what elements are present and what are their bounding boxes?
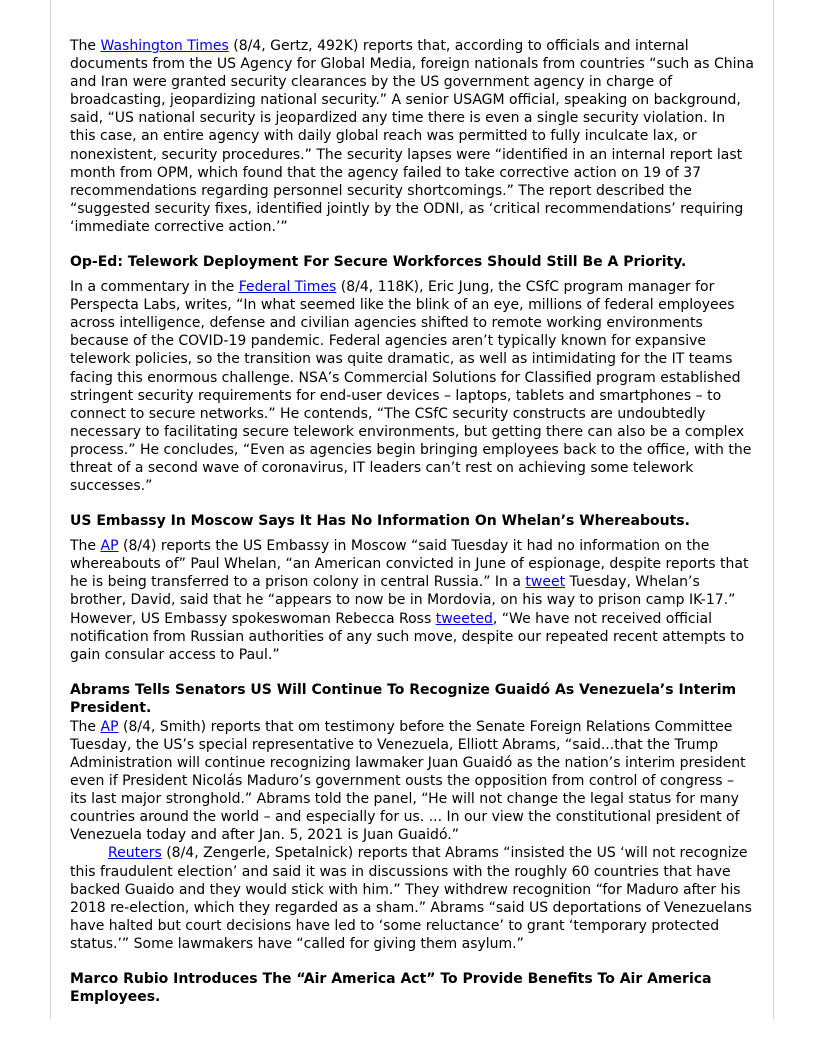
source-link-washington-times[interactable]: Washington Times [100,38,229,54]
article-paragraph [70,718,754,845]
article-headline: Abrams Tells Senators US Will Continue To Recognize Guaidó As Venezuela’s Interim President. [70,681,737,716]
article-abrams-guaido [70,681,754,953]
page-right-rule [773,0,774,1019]
source-link-tweeted[interactable]: tweeted [435,610,493,627]
article-whelan-whereabouts [70,512,754,664]
article-telework-op-ed [70,253,754,495]
paragraph-text: (8/4, Gertz, 492K) reports that, according to officials and internal documents from the US Agency for Global Media, foreign nationals from countries “such as China and Iran were granted security clearances by the US government agency in charge of broadcasting, jeopardizing national security.” A senior USAGM official, speaking on background, said, “US national security is jeopardized any time there is even a single security violation. In this case, an entire agency with daily global reach was permitted to fully inculcate lax, or nonexistent, security procedures.” The security lapses were “identified in an internal report last month from OPM, which found that the agency failed to take corrective action on 19 of 37 recommendations regarding personnel security shortcomings.” The report described the “suggested security fixes, identified jointly by the ODNI, as ‘critical recommendations’ requiring ‘immediate corrective action.’” [70,38,754,235]
article-air-america-act [70,970,754,1006]
article-headline: Op-Ed: Telework Deployment For Secure Workforces Should Still Be A Priority. [70,254,687,271]
article-paragraph [70,278,754,495]
paragraph-text: Tuesday, Whelan’s brother, David, said that he “appears to now be in Mordovia, on his way to prison camp IK-17.” However, US Embassy spokeswoman Rebecca Ross [70,574,736,627]
paragraph-text: (8/4, 118K), Eric Jung, the CSfC program manager for Perspecta Labs, writes, “In what seemed like the blink of an eye, millions of federal employees across intelligence, defense and civilian agencies shifted to remote working environments because of the COVID-19 pandemic. Federal agencies aren’t typically known for expansive telework policies, so the transition was quite dramatic, as well as intimidating for the IT teams facing this enormous challenge. NSA’s Commercial Solutions for Classified program established stringent security requirements for end-user devices – laptops, tablets and smartphones – to connect to secure networks.” He contends, “The CSfC security constructs are undoubtedly necessary to facilitating secure telework environments, but getting there can also be a complex process.” He concludes, “Even as agencies begin bringing employees back to the office, with the threat of a second wave of coronavirus, IT leaders can’t rest on achieving some telework successes.” [70,279,752,495]
source-link-tweet[interactable]: tweet [525,574,566,591]
source-link-ap[interactable]: AP [100,718,119,735]
source-link-ap[interactable]: AP [100,538,119,555]
source-link-reuters[interactable]: Reuters [108,845,162,862]
paragraph-text: The [70,38,101,54]
article-paragraph [70,844,754,953]
paragraph-text: (8/4) reports the US Embassy in Moscow “said Tuesday it had no information on the whereabouts of” Paul Whelan, “an American convicted in June of espionage, despite reports that he is being transferred to a prison colony in central Russia.” In a [70,538,749,591]
paragraph-text: The [70,538,101,555]
document-body [70,37,754,1023]
paragraph-text: The [70,718,101,735]
page-left-rule [50,0,51,1019]
paragraph-text: In a commentary in the [70,279,239,296]
article-headline: Marco Rubio Introduces The “Air America Act” To Provide Benefits To Air America Employees. [70,971,712,1006]
paragraph-text: (8/4, Zengerle, Spetalnick) reports that Abrams “insisted the US ‘will not recognize this fraudulent election’ and said it was in discussions with the roughly 60 countries that have backed Guaido and they would stick with him.” They withdrew recognition “for Maduro after his 2018 re-election, which they regarded as a sham.” Abrams “said US deportations of Venezuelans have halted but court decisions have led to ‘some reluctance’ to grant ‘temporary protected status.’” Some lawmakers have “called for giving them asylum.” [70,845,752,952]
article-headline: US Embassy In Moscow Says It Has No Information On Whelan’s Whereabouts. [70,513,690,530]
article-paragraph [70,537,754,664]
source-link-federal-times[interactable]: Federal Times [238,279,337,296]
paragraph-text: (8/4, Smith) reports that om testimony before the Senate Foreign Relations Committee Tuesday, the US’s special representative to Venezuela, Elliott Abrams, “said...that the Trump Administration will continue recognizing lawmaker Juan Guaidó as the nation’s interim president even if President Nicolás Maduro’s government ousts the opposition from control of congress – its last major stronghold.” Abrams told the panel, “He will not change the legal status for many countries around the world – and especially for us. ... In our view the constitutional president of Venezuela today and after Jan. 5, 2021 is Juan Guaidó.” [70,718,746,844]
article-washington-times-clearances [70,37,754,236]
article-paragraph [70,37,754,236]
paragraph-text: , “We have not received official notification from Russian authorities of any such move, despite our repeated recent attempts to gain consular access to Paul.” [70,610,745,663]
